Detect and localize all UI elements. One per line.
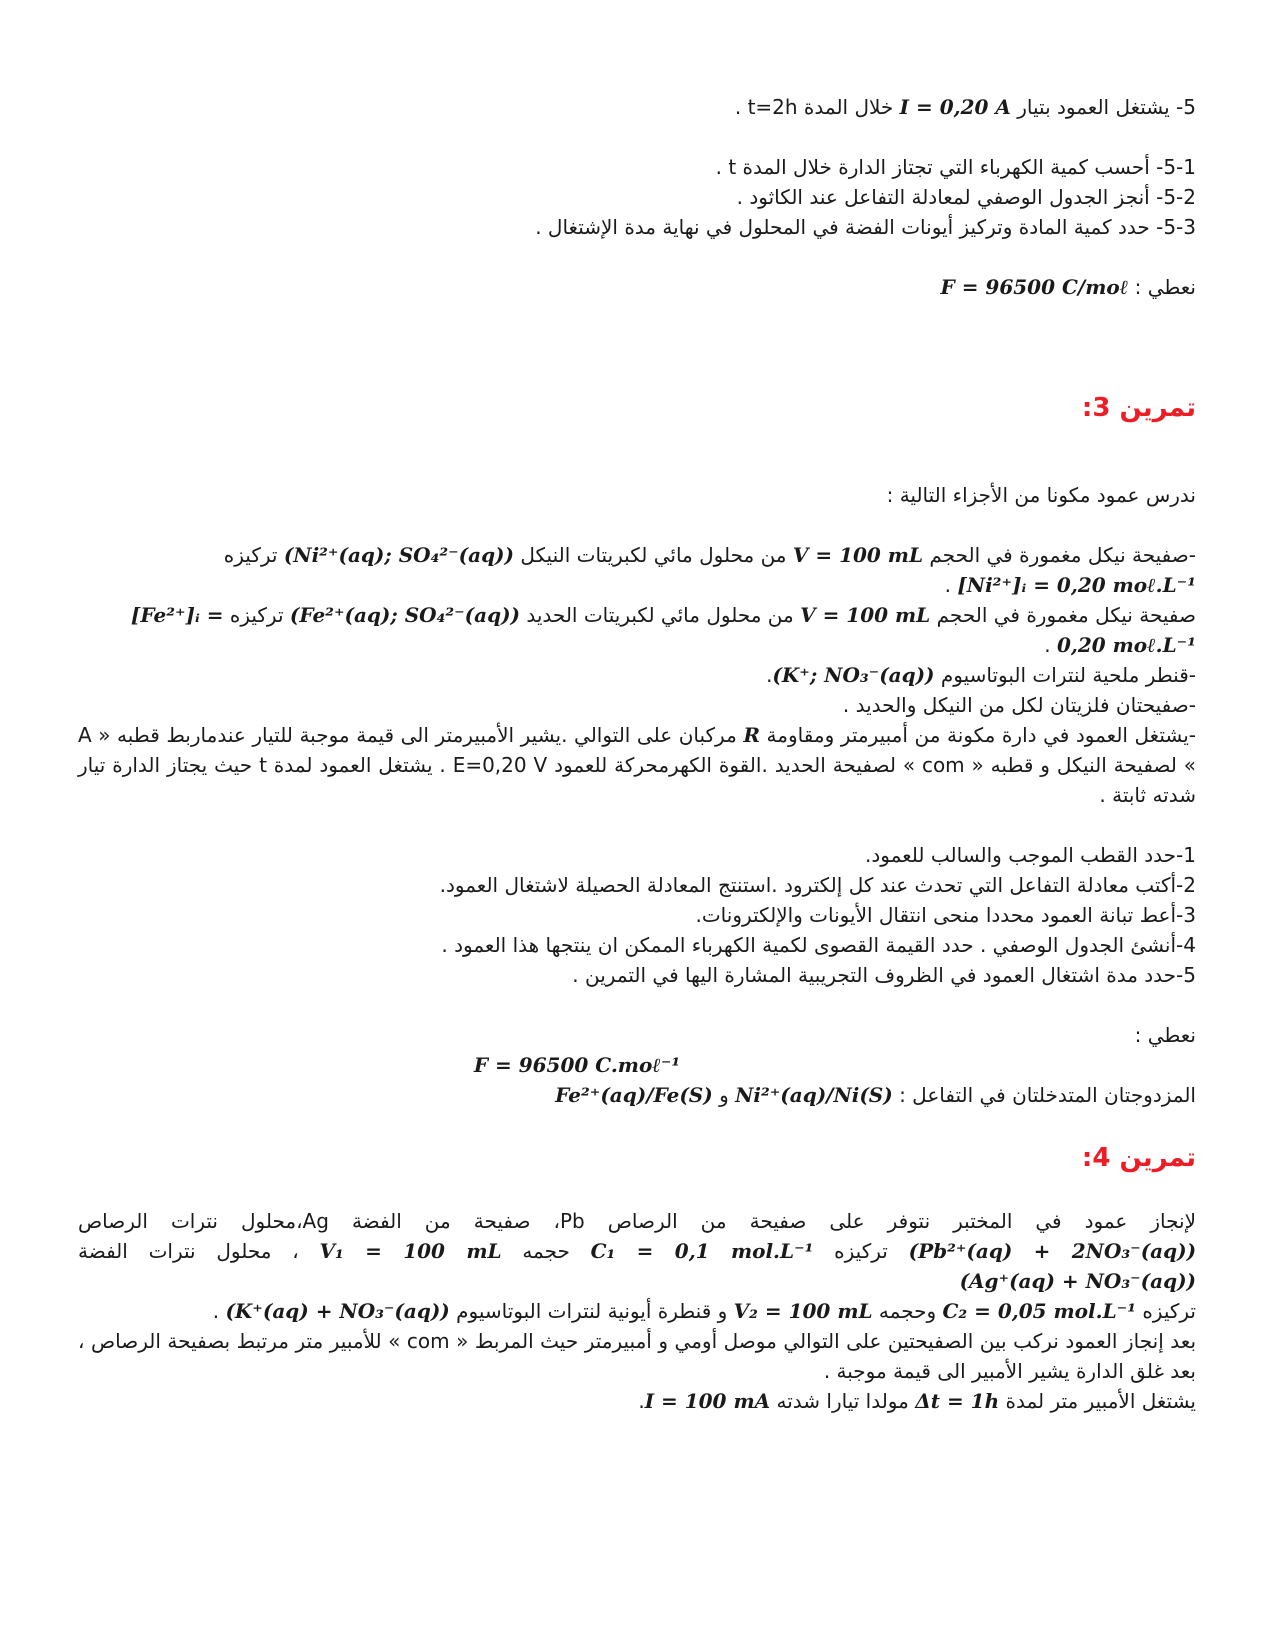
ex3-couple-nickel: Ni²⁺(aq)/Ni(S): [735, 1083, 893, 1107]
ex3-title: تمرين 3:: [1081, 393, 1196, 423]
ex4-v2: V₂ = 100 mL: [733, 1299, 873, 1323]
ex4-p4-text-b: مولدا تيارا شدته: [776, 1389, 909, 1413]
ex3-q2: 2-أكتب معادلة التفاعل التي تحدث عند كل إلكترود .استنتج المعادلة الحصيلة لاشتغال العمود.: [439, 873, 1196, 897]
ex4-c2: C₂ = 0,05 mol.L⁻¹: [942, 1299, 1136, 1323]
ex3-line1-concentration: [Ni²⁺]ᵢ = 0,20 moℓ.L⁻¹: [957, 573, 1196, 597]
ex3-line5-resistance: R: [743, 723, 760, 747]
ex4-p2-text-c: و قنطرة أيونية لنترات البوتاسيوم: [456, 1299, 728, 1323]
ex3-q3: 3-أعط تبانة العمود محددا منحى انتقال الأيونات والإلكترونات.: [695, 903, 1196, 927]
ex3-line1-conc-row: [Ni²⁺]ᵢ = 0,20 moℓ.L⁻¹ .: [944, 573, 1196, 597]
ex3-line3: -قنطر ملحية لنترات البوتاسيوم (K⁺; NO₃⁻(aq)).: [766, 663, 1196, 687]
ex3-line4: -صفيحتان فلزيتان لكل من النيكل والحديد .: [842, 693, 1196, 717]
ex2-q5-1: 5-1- أحسب كمية الكهرباء التي تجتاز الدارة خلال المدة t .: [715, 155, 1196, 179]
ex2-q5-3: 5-3- حدد كمية المادة وتركيز أيونات الفضة في المحلول في نهاية مدة الإشتغال .: [535, 215, 1196, 239]
ex3-faraday: F = 96500 C.moℓ⁻¹: [473, 1053, 681, 1077]
ex4-p4: [78, 1386, 1196, 1416]
ex3-line2-volume: V = 100 mL: [800, 603, 931, 627]
ex3-couples-label: المزدوجتان المتدخلتان في التفاعل :: [899, 1083, 1196, 1107]
ex3-line1-ions: (Ni²⁺(aq); SO₄²⁻(aq)): [283, 543, 514, 567]
ex3-line1-text-b: من محلول مائي لكبريتات النيكل: [520, 543, 787, 567]
ex2-q5-duration: خلال المدة t=2h .: [734, 95, 894, 119]
ex3-q5: 5-حدد مدة اشتغال العمود في الظروف التجريبية المشارة اليها في التمرين .: [572, 963, 1196, 987]
ex2-q5-current: I = 0,20 A: [899, 95, 1011, 119]
ex4-duration: Δt = 1h: [915, 1389, 1000, 1413]
ex4-p4-text-a: يشتغل الأمبير متر لمدة: [1005, 1389, 1196, 1413]
ex3-line2-text-c: تركيزه: [229, 603, 284, 627]
ex4-p3: بعد إنجاز العمود نركب بين الصفيحتين على التوالي موصل أومي و أمبيرمتر حيث المربط « com » للأمبير متر مرتبط بصفيحة الرصاص ، بعد غلق الدارة يشير الأمبير الى قيمة موجبة .: [78, 1329, 1197, 1383]
ex4-silver-nitrate-ions: (Ag⁺(aq) + NO₃⁻(aq)): [959, 1269, 1196, 1293]
ex3-line2-conc-row: 0,20 moℓ.L⁻¹ .: [1044, 633, 1196, 657]
ex3-line2: [78, 600, 1196, 630]
ex3-line3-text: -قنطر ملحية لنترات البوتاسيوم: [940, 663, 1196, 687]
ex3-line2-ions: (Fe²⁺(aq); SO₄²⁻(aq)): [289, 603, 520, 627]
ex3-q1: 1-حدد القطب الموجب والسالب للعمود.: [864, 843, 1196, 867]
ex3-line1-text-a: -صفيحة نيكل مغمورة في الحجم: [929, 543, 1196, 567]
ex3-line5-text-a: -يشتغل العمود في دارة مكونة من أمبيرمتر ومقاومة: [766, 723, 1196, 747]
ex4-v1: V₁ = 100 mL: [319, 1239, 502, 1263]
ex3-q4: 4-أنشئ الجدول الوصفي . حدد القيمة القصوى لكمية الكهرباء الممكن ان ينتجها هذا العمود .: [441, 933, 1196, 957]
ex4-p1-text-c: حجمه: [522, 1239, 570, 1263]
ex4-p1: [78, 1206, 1196, 1296]
ex2-q5-2: 5-2- أنجز الجدول الوصفي لمعادلة التفاعل عند الكاثود .: [736, 185, 1196, 209]
ex2-given-label: نعطي :: [1134, 275, 1196, 299]
document-page: [78, 92, 1196, 1416]
ex4-p2-text-a: تركيزه: [1142, 1299, 1196, 1323]
ex4-lead-nitrate-ions: (Pb²⁺(aq) + 2NO₃⁻(aq)): [908, 1239, 1197, 1263]
ex4-salt-bridge-ions: (K⁺(aq) + NO₃⁻(aq)): [225, 1299, 450, 1323]
ex2-faraday: F = 96500 C/moℓ: [940, 275, 1129, 299]
ex4-p1-text-a: لإنجاز عمود في المختبر نتوفر على صفيحة من الرصاص Pb، صفيحة من الفضة Ag،محلول نترات الرصاص: [78, 1209, 1196, 1233]
ex3-line1-text-c: تركيزه: [223, 543, 278, 567]
ex4-p4-end: .: [638, 1389, 645, 1413]
ex2-q5-text: 5- يشتغل العمود بتيار: [1017, 95, 1196, 119]
ex4-p2-end: .: [212, 1299, 220, 1323]
ex3-couples-and: و: [719, 1083, 729, 1107]
ex4-p2-text-b: وحجمه: [878, 1299, 937, 1323]
ex3-line2-text-b: من محلول مائي لكبريتات الحديد: [526, 603, 794, 627]
ex3-line3-ions: (K⁺; NO₃⁻(aq)): [772, 663, 935, 687]
ex4-p2: [78, 1296, 1196, 1326]
ex3-line1-volume: V = 100 mL: [792, 543, 924, 567]
ex3-given-label: نعطي :: [1134, 1023, 1196, 1047]
ex3-couples: [78, 1080, 1196, 1110]
ex3-line5-text-b: مركبان على التوالي .يشير الأمبيرمتر الى قيمة موجبة للتيار عندماربط قطبه « A » لصفيحة النيكل و قطبه « com » لصفيحة الحديد .القوة الكهرمحركة للعمود E=0,20 V . يشتغل العمود لمدة t حيث يجتاز الدارة تيار شدته ثابتة .: [78, 723, 1196, 807]
ex3-given-faraday-row: [78, 1050, 1196, 1080]
ex4-p1-text-d: ، محلول نترات الفضة: [78, 1239, 299, 1263]
ex3-line2-concentration: 0,20 moℓ.L⁻¹: [1056, 633, 1196, 657]
ex2-q5: [78, 92, 1196, 122]
ex4-c1: C₁ = 0,1 mol.L⁻¹: [590, 1239, 814, 1263]
ex3-line1: [78, 540, 1196, 570]
ex3-couple-iron: Fe²⁺(aq)/Fe(S): [555, 1083, 713, 1107]
ex4-p1-text-b: تركيزه: [834, 1239, 888, 1263]
ex4-current: I = 100 mA: [644, 1389, 771, 1413]
ex3-line2-text-a: صفيحة نيكل مغمورة في الحجم: [936, 603, 1196, 627]
ex3-line5: [78, 720, 1196, 810]
ex3-intro: ندرس عمود مكونا من الأجزاء التالية :: [886, 483, 1196, 507]
ex3-line2-conc-label: [Fe²⁺]ᵢ =: [130, 603, 224, 627]
ex4-title: تمرين 4:: [1081, 1143, 1196, 1173]
ex2-given: [78, 272, 1196, 302]
